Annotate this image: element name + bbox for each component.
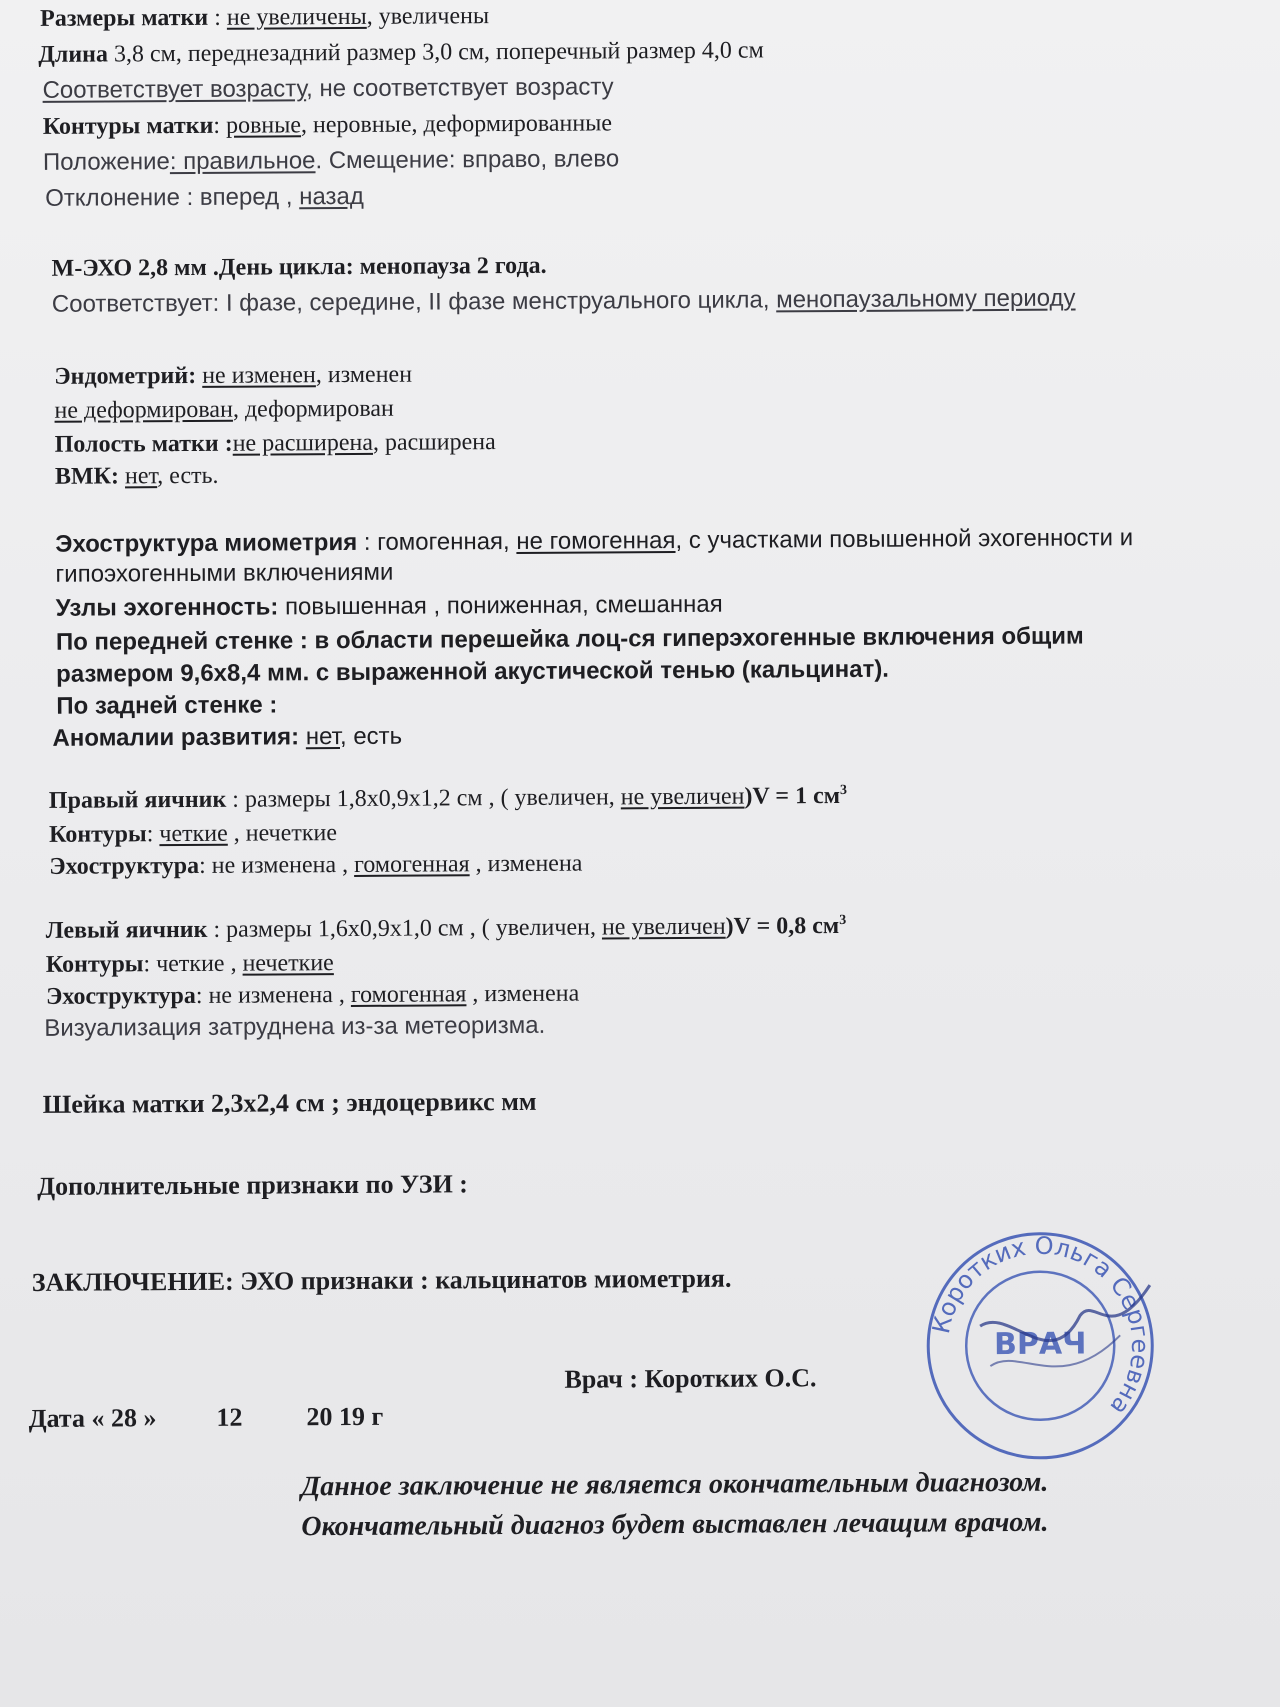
left-ovary-contours-line: Контуры: четкие , нечеткие	[45, 950, 334, 978]
left-ovary-echo-line: Эхоструктура: не изменена , гомогенная , изменена	[46, 980, 580, 1010]
right-ovary-line: Правый яичник : размеры 1,8х0,9х1,2 см , ( увеличен, не увеличен)V = 1 $см^3$	[48, 782, 848, 814]
anomalies-line: Аномалии развития: нет, есть	[52, 722, 403, 752]
visualization-note: Визуализация затруднена из-за метеоризма.	[44, 1011, 546, 1042]
stamp-center-text: ВРАЧ	[993, 1326, 1087, 1363]
myometrium-line-2: гипоэхогенными включениями	[55, 558, 394, 588]
selected-option: не гомогенная	[516, 527, 676, 555]
selected-option: не изменен	[202, 362, 316, 389]
uterus-age-line: Соответствует возрасту, не соответствует возрасту	[42, 73, 614, 104]
selected-option: гомогенная	[353, 851, 470, 878]
right-ovary-echo-line: Эхоструктура: не изменена , гомогенная , изменена	[49, 850, 583, 880]
selected-option: назад	[299, 182, 364, 211]
selected-option: не деформирован	[54, 396, 233, 424]
doctor-stamp	[920, 1225, 1161, 1466]
left-ovary-line: Левый яичник : размеры 1,6х0,9х1,0 см , ( увеличен, не увеличен)V = 0,8 $см^3$	[45, 912, 847, 944]
uterus-contours-line: Контуры матки: ровные, неровные, деформированные	[42, 110, 613, 140]
uterus-size-line: Размеры матки : не увеличены, увеличены	[40, 3, 490, 32]
selected-option: не увеличен	[620, 783, 745, 811]
uterus-position-line: Положение: правильное. Смещение: вправо, влево	[42, 145, 620, 176]
uterus-dims-line: Длина 3,8 см, переднезадний размер 3,0 см, поперечный размер 4,0 см	[38, 37, 764, 68]
cervix-line: Шейка матки 2,3х2,4 см ; эндоцервикс мм	[42, 1086, 537, 1119]
anterior-wall-line-2: размером 9,6х8,4 мм. с выраженной акустической тенью (кальцинат).	[56, 655, 890, 688]
additional-signs-line: Дополнительные признаки по УЗИ :	[37, 1169, 469, 1201]
endometrium-line: Эндометрий: не изменен, изменен	[54, 361, 413, 390]
selected-option: не увеличены	[226, 3, 367, 31]
selected-option: четкие	[159, 820, 228, 848]
iud-line: ВМК: нет, есть.	[54, 462, 219, 490]
disclaimer-line-1: Данное заключение не является окончательным диагнозом.	[300, 1466, 1049, 1503]
myometrium-line: Эхоструктура миометрия : гомогенная, не гомогенная, с участками повышенной эхогенности и	[55, 524, 1134, 558]
selected-option: ровные	[225, 112, 302, 139]
cavity-line: Полость матки :не расширена, расширена	[54, 429, 496, 458]
selected-option: : правильное	[169, 147, 316, 176]
selected-option: нет	[124, 463, 158, 490]
right-ovary-contours-line: Контуры: четкие , нечеткие	[49, 820, 338, 848]
doctor-line: Врач : Коротких О.С.	[564, 1363, 817, 1394]
nodes-line: Узлы эхогенность: повышенная , пониженная, смешанная	[55, 590, 723, 622]
ultrasound-report	[20, 0, 1270, 1707]
mecho-line: М-ЭХО 2,8 мм .День цикла: менопауза 2 года.	[51, 252, 547, 282]
selected-option: не расширена	[232, 429, 374, 457]
selected-option: нет	[305, 723, 341, 751]
posterior-wall-line: По задней стенке :	[56, 691, 278, 720]
selected-option: Соответствует возрасту	[42, 75, 307, 104]
selected-option: гомогенная	[350, 981, 467, 1008]
date-line: Дата « 28 » 12 20 19 г	[28, 1401, 384, 1433]
conclusion-line: ЗАКЛЮЧЕНИЕ: ЭХО признаки : кальцинатов миометрия.	[31, 1263, 732, 1297]
selected-option: нечеткие	[242, 950, 334, 977]
disclaimer-line-2: Окончательный диагноз будет выставлен лечащим врачом.	[301, 1506, 1049, 1543]
uterus-deviation-line: Отклонение : вперед , назад	[45, 182, 364, 212]
selected-option: менопаузальному периоду	[776, 284, 1076, 314]
selected-option: не увеличен	[601, 913, 726, 941]
cycle-match-line: Соответствует: I фазе, середине, II фазе менструального цикла, менопаузальному периоду	[51, 284, 1076, 318]
anterior-wall-line: По передней стенке : в области перешейка лоц-ся гиперэхогенные включения общим	[55, 622, 1084, 656]
stamp-ring-text: Коротких Ольга Сергеевна	[926, 1231, 1155, 1421]
endometrium-deform-line: не деформирован, деформирован	[54, 395, 394, 424]
